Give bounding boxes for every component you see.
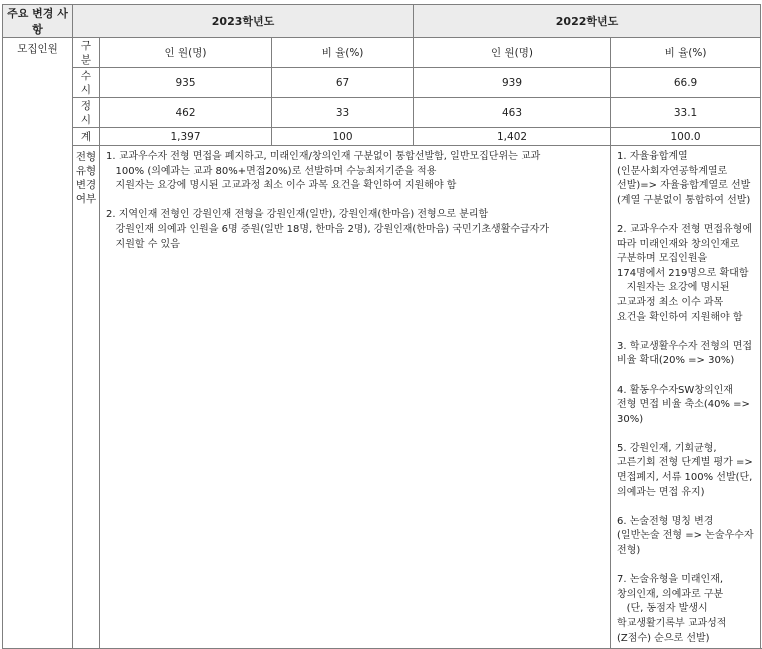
changes-2022-text: 1. 자율융합계열(인문사회자연공학계열로 선발)=> 자율융합계열로 선발(계열 구분없이 통합하여 선발) 2. 교과우수자 전형 면접유형에 따라 미래인재와 창의인재로 구분하며 모집인원을 174명에서 219명으로 확대함 지원자는 요강에 명시된 고교과정 최소 이수 과목 요건을 확인하여 지원해야 함 3. 학교생활우수자 전형의 면접 비율 확대(20% => 30%) 4. 활동우수자SW창의인재 전형 면접 비율 축소(40% => 30%) 5. 강원인재, 기회균형, 고른기회 전형 단계별 평가 => 면접폐지, 서류 100% 선발(단, 의예과는 면접 유지) 6. 논술전형 명칭 변경(일반논술 전형 => 논술우수자 전형) 7. 논술유형을 미래인재, 창의인재, 의예과로 구분 (단, 동점자 발생시 학교생활기록부 교과성적(Z점수) 순으로 선발) xyxy=(611,146,761,649)
header-year-2022: 2022학년도 xyxy=(414,5,761,38)
cell-count-2022: 1,402 xyxy=(414,128,611,146)
header-year-2023: 2023학년도 xyxy=(73,5,414,38)
table-row xyxy=(3,98,761,128)
col-ratio-2022: 비 율(%) xyxy=(611,38,761,68)
admission-label: 모집인원 xyxy=(3,38,73,649)
cell-ratio-2023: 67 xyxy=(272,68,414,98)
cell-ratio-2023: 33 xyxy=(272,98,414,128)
col-count-2022: 인 원(명) xyxy=(414,38,611,68)
header-main-changes: 주요 변경 사항 xyxy=(3,5,73,38)
cell-ratio-2023: 100 xyxy=(272,128,414,146)
cell-count-2022: 939 xyxy=(414,68,611,98)
cell-ratio-2022: 66.9 xyxy=(611,68,761,98)
row-label-total: 계 xyxy=(73,128,100,146)
cell-count-2023: 1,397 xyxy=(100,128,272,146)
cell-ratio-2022: 33.1 xyxy=(611,98,761,128)
cell-ratio-2022: 100.0 xyxy=(611,128,761,146)
sub-header-category: 구 분 xyxy=(73,38,100,68)
cell-count-2022: 463 xyxy=(414,98,611,128)
row-label-jeongsi: 정 시 xyxy=(73,98,100,128)
cell-count-2023: 462 xyxy=(100,98,272,128)
row-label-susi: 수 시 xyxy=(73,68,100,98)
changes-2023-text: 1. 교과우수자 전형 면접을 폐지하고, 미래인재/창의인재 구분없이 통합선발함, 일반모집단위는 교과 100% (의예과는 교과 80%+면접20%)로 선발하며 수능최저기준을 적용 지원자는 요강에 명시된 고교과정 최소 이수 과목 요건을 확인하여 지원해야 함 2. 지역인재 전형인 강원인재 전형을 강원인재(일반), 강원인재(한마음) 전형으로 분리함 강원인재 의예과 인원을 6명 증원(일반 18명, 한마음 2명), 강원인재(한마음) 국민기초생활수급자가 지원할 수 있음 xyxy=(100,146,611,649)
changes-label: 전형유형 변경 여부 xyxy=(73,146,100,649)
col-count-2023: 인 원(명) xyxy=(100,38,272,68)
col-ratio-2023: 비 율(%) xyxy=(272,38,414,68)
cell-count-2023: 935 xyxy=(100,68,272,98)
table-row xyxy=(3,68,761,98)
admission-changes-table xyxy=(2,4,761,649)
table-row xyxy=(3,128,761,146)
